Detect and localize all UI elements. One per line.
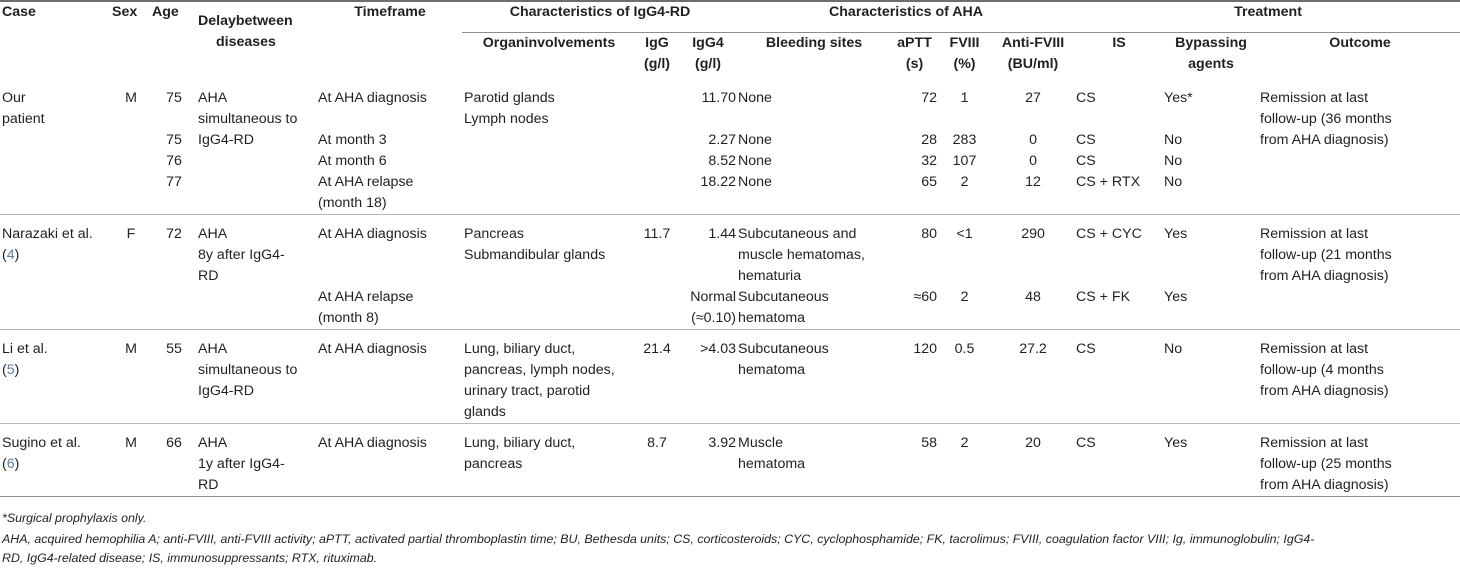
col-group-treatment: Treatment bbox=[1074, 1, 1460, 33]
cell-sex: M bbox=[125, 90, 137, 106]
cell-bypass: No bbox=[1162, 330, 1258, 424]
cell-is: CS + RTX bbox=[1076, 174, 1141, 190]
cell-fviii: 1 bbox=[960, 90, 969, 106]
footnote-abbreviations: AHA, acquired hemophilia A; anti-FVIII, anti-FVIII activity; aPTT, activated partial thromboplastin time; BU, Bethesda units; CS, corticosteroids; CYC, cyclophosphamide; FK, tacrolimus; FVIII, coagulation factor VIII; Ig, immunoglobulin; IgG4- RD, IgG4-related disease; IS, immunosuppressants; RTX, rituximab. bbox=[2, 532, 1315, 565]
table-row bbox=[0, 424, 1460, 497]
cell-anti: 20 bbox=[990, 424, 1074, 497]
cell-fviii: 2 bbox=[937, 424, 990, 497]
cell-igg bbox=[634, 172, 678, 215]
cell-anti: 12 bbox=[1025, 174, 1041, 190]
col-bleeding: Bleeding sites bbox=[736, 33, 890, 89]
cell-organ bbox=[462, 151, 634, 172]
cell-bleeding: None bbox=[738, 132, 772, 148]
cell-aptt: 28 bbox=[921, 132, 938, 148]
table-body bbox=[0, 88, 1460, 497]
cell-sex: M bbox=[110, 330, 150, 424]
cell-anti: 290 bbox=[990, 215, 1074, 288]
cell-igg4: 11.70 bbox=[701, 90, 737, 106]
cell-timeframe: At AHA relapse (month 8) bbox=[318, 289, 414, 326]
cell-igg bbox=[634, 130, 678, 151]
cell-timeframe: At AHA diagnosis bbox=[318, 90, 427, 106]
col-timeframe: Timeframe bbox=[316, 1, 462, 33]
cell-fviii: 2 bbox=[960, 289, 969, 305]
cell-igg4: 2.27 bbox=[708, 132, 737, 148]
col-case: Case bbox=[0, 1, 110, 33]
cell-bleeding: None bbox=[738, 153, 772, 169]
cell-organ bbox=[462, 172, 634, 215]
footnote-star: *Surgical prophylaxis only. bbox=[2, 511, 147, 525]
table-row bbox=[0, 330, 1460, 424]
cell-bypass: No bbox=[1164, 153, 1183, 169]
cell-age bbox=[150, 287, 196, 330]
cell-bypass: Yes bbox=[1162, 424, 1258, 497]
col-igg4: IgG4 (g/l) bbox=[678, 33, 736, 89]
col-group-aha: Characteristics of AHA bbox=[736, 1, 1074, 33]
cell-organ: Lung, biliary duct, pancreas, lymph nodes, urinary tract, parotid glands bbox=[462, 330, 634, 424]
cell-organ: Parotid glands Lymph nodes bbox=[464, 90, 555, 127]
cell-igg bbox=[634, 88, 678, 130]
cell-case: Li et al. (5) bbox=[0, 330, 110, 424]
cell-is: CS bbox=[1076, 132, 1096, 148]
col-outcome: Outcome bbox=[1258, 33, 1460, 89]
col-organ: Organinvolvements bbox=[462, 33, 634, 89]
cell-is: CS bbox=[1076, 153, 1096, 169]
cell-age: 66 bbox=[150, 424, 196, 497]
cell-bypass: Yes bbox=[1164, 289, 1188, 305]
cell-anti: 48 bbox=[1025, 289, 1041, 305]
cell-igg4: 3.92 bbox=[678, 424, 736, 497]
cell-timeframe: At AHA diagnosis bbox=[316, 424, 462, 497]
col-is: IS bbox=[1074, 33, 1162, 89]
cell-sex: F bbox=[110, 215, 150, 330]
cell-timeframe: At AHA diagnosis bbox=[316, 330, 462, 424]
cell-timeframe: At month 3 bbox=[318, 132, 387, 148]
cell-igg4: 18.22 bbox=[700, 174, 737, 190]
cell-case: Our patient bbox=[2, 90, 45, 127]
col-group-igg4rd: Characteristics of IgG4-RD bbox=[462, 1, 736, 33]
table-row bbox=[0, 215, 1460, 288]
col-age: Age bbox=[150, 1, 196, 33]
cell-fviii: <1 bbox=[937, 215, 990, 288]
cell-is: CS bbox=[1074, 424, 1162, 497]
cell-igg4: Normal (≈0.10) bbox=[690, 289, 737, 326]
cell-fviii: 107 bbox=[952, 153, 977, 169]
cell-fviii: 283 bbox=[952, 132, 977, 148]
cell-bypass: No bbox=[1164, 132, 1183, 148]
cell-sex: M bbox=[110, 424, 150, 497]
reference-link[interactable]: 6 bbox=[6, 456, 15, 472]
cell-age: 72 bbox=[150, 215, 196, 288]
cell-igg bbox=[634, 287, 678, 330]
cell-anti: 0 bbox=[1029, 132, 1037, 148]
header-row-main bbox=[0, 1, 1460, 33]
cell-organ bbox=[462, 287, 634, 330]
cell-aptt: ≈60 bbox=[913, 289, 938, 305]
cell-igg: 11.7 bbox=[634, 215, 678, 288]
cell-bleeding: Subcutaneous hematoma bbox=[738, 289, 829, 326]
cell-organ: Lung, biliary duct, pancreas bbox=[462, 424, 634, 497]
cell-delay: AHA 1y after IgG4- RD bbox=[196, 424, 316, 497]
cell-aptt: 72 bbox=[921, 90, 938, 106]
reference-link[interactable]: 4 bbox=[6, 247, 15, 263]
cell-bypass: Yes bbox=[1162, 215, 1258, 288]
col-delay: Delaybetween diseases bbox=[196, 1, 316, 88]
cell-outcome: Remission at last follow-up (4 months from AHA diagnosis) bbox=[1258, 330, 1460, 424]
col-antifviii: Anti-FVIII (BU/ml) bbox=[990, 33, 1074, 89]
cell-bleeding: None bbox=[738, 174, 772, 190]
col-sex: Sex bbox=[110, 1, 150, 33]
cell-delay: AHA simultaneous to IgG4-RD bbox=[196, 330, 316, 424]
cell-outcome: Remission at last follow-up (21 months from AHA diagnosis) bbox=[1258, 215, 1460, 330]
cell-anti: 27.2 bbox=[990, 330, 1074, 424]
cell-aptt: 80 bbox=[890, 215, 937, 288]
cell-bypass: No bbox=[1164, 174, 1183, 190]
cell-outcome: Remission at last follow-up (36 months from AHA diagnosis) bbox=[1260, 90, 1392, 148]
cell-outcome: Remission at last follow-up (25 months from AHA diagnosis) bbox=[1258, 424, 1460, 497]
cell-age: 55 bbox=[150, 330, 196, 424]
col-igg: IgG (g/l) bbox=[634, 33, 678, 89]
cell-bleeding: Subcutaneous hematoma bbox=[736, 330, 890, 424]
reference-link[interactable]: 5 bbox=[6, 362, 15, 378]
cell-anti: 27 bbox=[1025, 90, 1041, 106]
cell-bleeding: Muscle hematoma bbox=[736, 424, 890, 497]
cell-igg: 21.4 bbox=[634, 330, 678, 424]
cell-is: CS bbox=[1076, 90, 1096, 106]
cell-age: 76 bbox=[166, 153, 182, 169]
cell-is: CS + CYC bbox=[1074, 215, 1162, 288]
cell-bleeding: Subcutaneous and muscle hematomas, hematuria bbox=[736, 215, 890, 288]
cell-age: 77 bbox=[166, 174, 182, 190]
cell-aptt: 120 bbox=[890, 330, 937, 424]
cell-delay: AHA simultaneous to IgG4-RD bbox=[198, 90, 298, 148]
cell-fviii: 2 bbox=[960, 174, 969, 190]
cell-age: 75 bbox=[166, 132, 182, 148]
cell-timeframe: At AHA relapse (month 18) bbox=[318, 174, 414, 211]
table-row bbox=[0, 88, 1460, 130]
cell-fviii: 0.5 bbox=[937, 330, 990, 424]
col-fviii: FVIII (%) bbox=[937, 33, 990, 89]
cell-igg: 8.7 bbox=[634, 424, 678, 497]
cell-organ: Pancreas Submandibular glands bbox=[462, 215, 634, 288]
cell-igg4: >4.03 bbox=[678, 330, 736, 424]
cell-case: Sugino et al. (6) bbox=[0, 424, 110, 497]
col-bypass: Bypassing agents bbox=[1162, 33, 1258, 89]
cell-timeframe: At month 6 bbox=[318, 153, 387, 169]
cell-organ bbox=[462, 130, 634, 151]
cell-igg4: 1.44 bbox=[678, 215, 736, 288]
cell-is: CS + FK bbox=[1076, 289, 1131, 305]
cell-aptt: 65 bbox=[921, 174, 938, 190]
cell-age: 75 bbox=[166, 90, 182, 106]
cell-is: CS bbox=[1074, 330, 1162, 424]
cell-case: Narazaki et al. (4) bbox=[0, 215, 110, 330]
cell-bleeding: None bbox=[738, 90, 772, 106]
cell-aptt: 58 bbox=[890, 424, 937, 497]
cell-timeframe: At AHA diagnosis bbox=[316, 215, 462, 288]
cell-bypass: Yes* bbox=[1164, 90, 1193, 106]
cell-delay: AHA 8y after IgG4- RD bbox=[196, 215, 316, 330]
cell-anti: 0 bbox=[1029, 153, 1037, 169]
cell-igg bbox=[634, 151, 678, 172]
col-aptt: aPTT (s) bbox=[890, 33, 937, 89]
cell-aptt: 32 bbox=[921, 153, 938, 169]
cell-igg4: 8.52 bbox=[708, 153, 737, 169]
